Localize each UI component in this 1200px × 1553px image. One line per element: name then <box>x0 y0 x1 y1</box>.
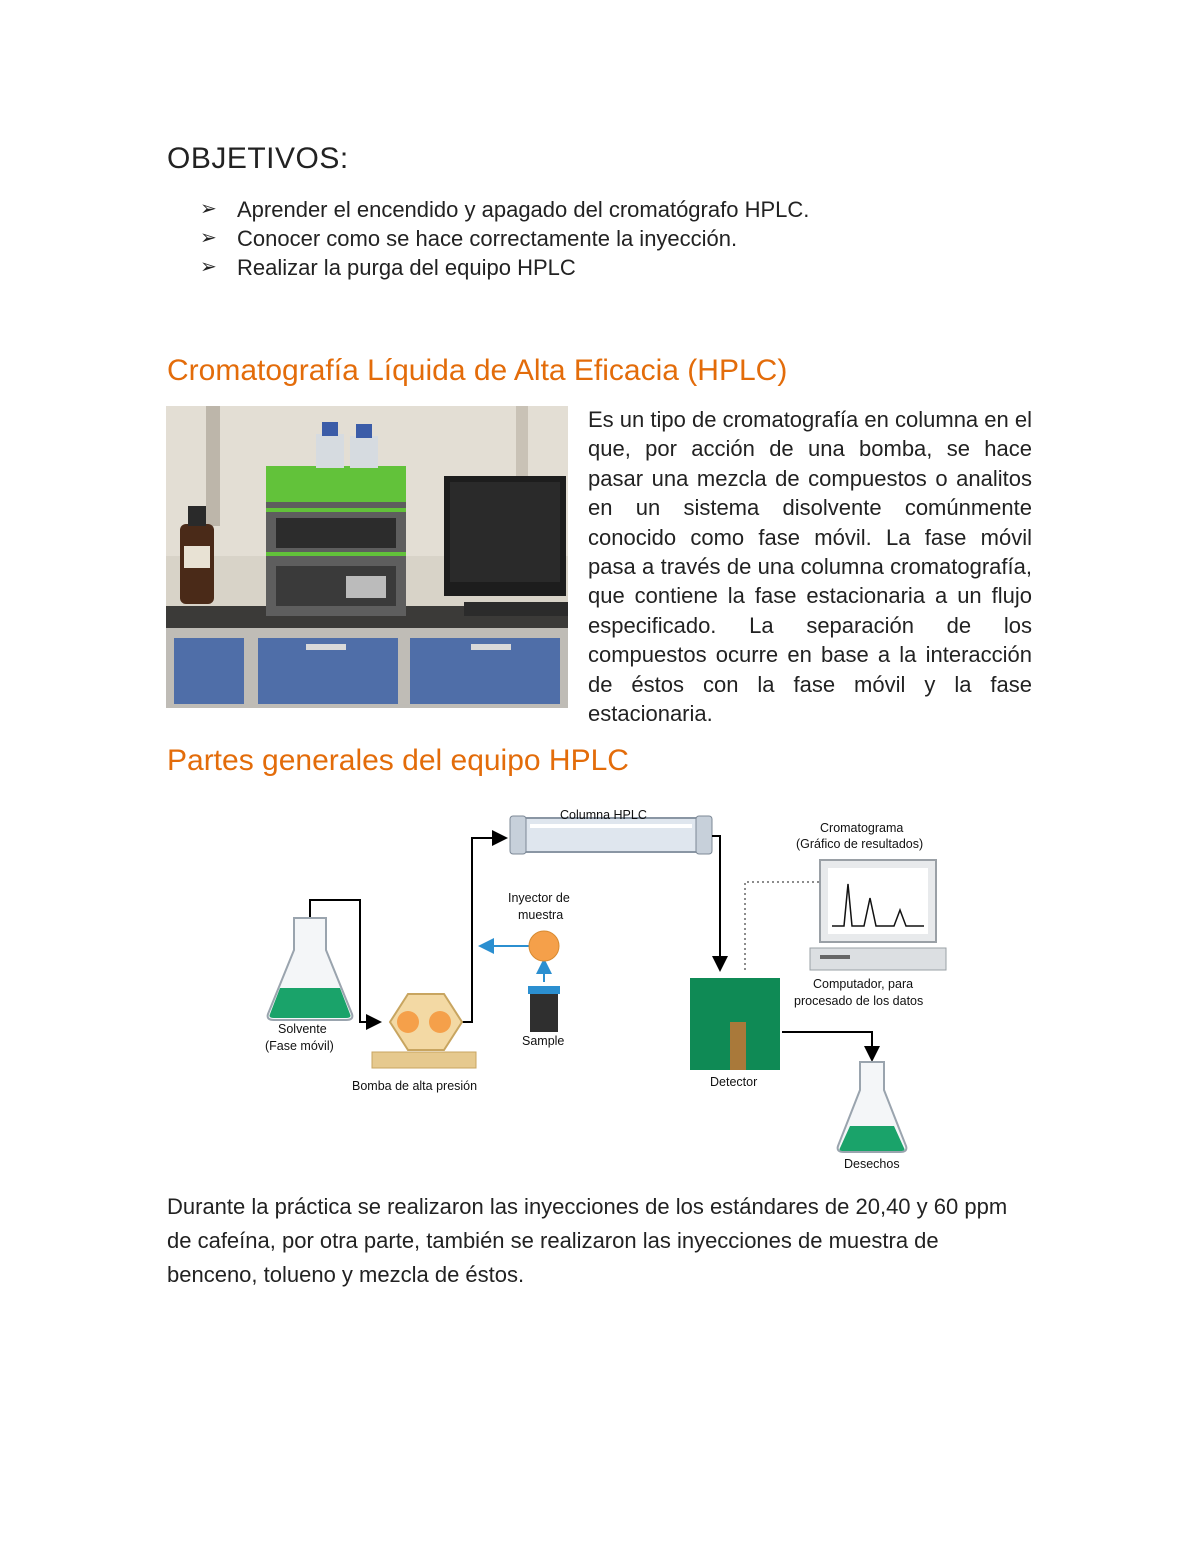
chromatogram-label-1: Cromatograma <box>820 821 904 835</box>
injector-label-2: muestra <box>518 908 564 922</box>
section-heading-parts: Partes generales del equipo HPLC <box>167 744 629 777</box>
final-paragraph: Durante la práctica se realizaron las inyecciones de los estándares de 20,40 y 60 ppm de cafeína, por otra parte, también se realizaron las inyecciones de muestra de benceno, tolueno y mezcla de éstos. <box>167 1194 1008 1287</box>
pump-label: Bomba de alta presión <box>352 1079 478 1093</box>
waste-label: Desechos <box>844 1157 900 1171</box>
detector-label: Detector <box>710 1075 758 1089</box>
list-item-text: Conocer como se hace correctamente la inyección. <box>237 226 738 251</box>
solvent-label-1: Solvente <box>278 1022 327 1036</box>
sample-label: Sample <box>522 1034 565 1048</box>
solvent-label-2: (Fase móvil) <box>265 1039 334 1053</box>
injector-label-1: Inyector de <box>508 891 570 905</box>
list-item <box>200 224 809 253</box>
arrow-bullet-icon: ➢ <box>200 256 217 278</box>
solvent-flask <box>268 918 353 1020</box>
list-item <box>200 195 809 224</box>
computer-label-2: procesado de los datos <box>794 994 924 1008</box>
list-item <box>200 253 809 282</box>
sample-vial <box>528 986 560 1032</box>
arrow-bullet-icon: ➢ <box>200 198 217 220</box>
hplc-description: Es un tipo de cromatografía en columna en el que, por acción de una bomba, se hace pasar una mezcla de compuestos o analitos en un sistema disolvente comúnmente conocido como fase móvil. La fase móvil pasa a través de una columna cromatografía, que contiene la fase estacionaria a un flujo especificado. La separación de los compuestos ocurre en base a la interacción de éstos con la fase móvil y la fase estacionaria. <box>588 407 1032 727</box>
column-label: Columna HPLC <box>560 808 647 822</box>
hplc-parts-diagram <box>260 800 950 1180</box>
high-pressure-pump <box>372 994 476 1068</box>
list-item-text: Realizar la purga del equipo HPLC <box>237 255 576 280</box>
waste-flask <box>838 1062 907 1152</box>
objetivos-heading: OBJETIVOS: <box>167 142 349 175</box>
section-heading-hplc: Cromatografía Líquida de Alta Eficacia (HPLC) <box>167 354 788 387</box>
arrow-bullet-icon: ➢ <box>200 227 217 249</box>
list-item-text: Aprender el encendido y apagado del cromatógrafo HPLC. <box>237 197 810 222</box>
computer <box>810 860 946 970</box>
objetivos-list <box>200 195 809 282</box>
chromatogram-label-2: (Gráfico de resultados) <box>796 837 924 851</box>
hplc-equipment-photo <box>166 406 568 708</box>
computer-label-1: Computador, para <box>813 977 914 991</box>
injector <box>529 931 559 961</box>
detector <box>690 978 780 1070</box>
